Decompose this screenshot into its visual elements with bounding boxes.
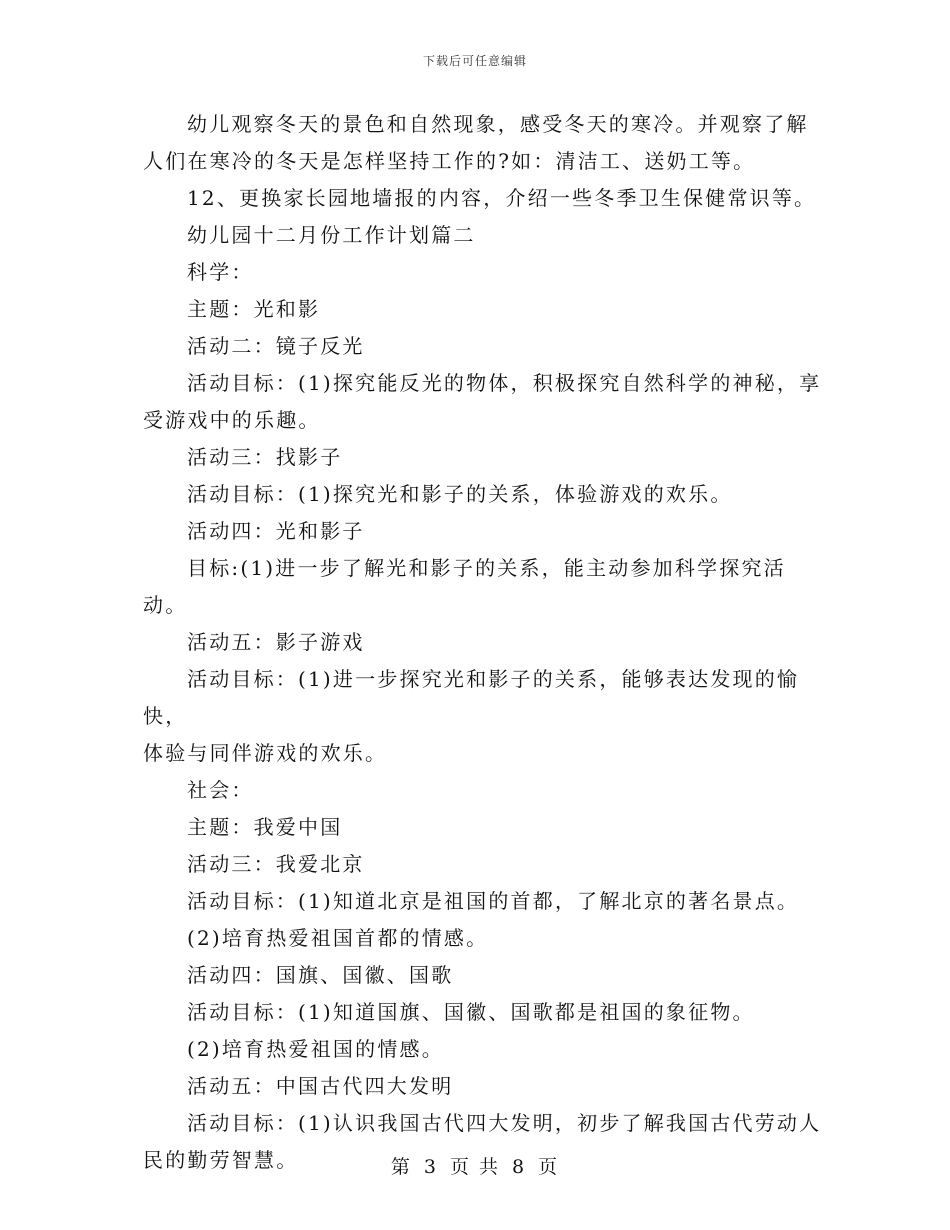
paragraph (143, 661, 823, 772)
text-line: 社会： (187, 778, 254, 802)
paragraph (143, 624, 823, 661)
text-line: 活动五：影子游戏 (187, 630, 365, 654)
paragraph (143, 920, 823, 957)
page-number-footer (0, 1152, 950, 1179)
text-line: 体验与同伴游戏的欢乐。 (143, 741, 388, 765)
paragraph (143, 328, 823, 365)
paragraph (143, 846, 823, 883)
paragraph (143, 180, 823, 217)
paragraph (143, 106, 823, 180)
total-pages-number: 8 (512, 1156, 527, 1178)
text-line: 民的勤劳智慧。 (143, 1148, 299, 1172)
paragraph (143, 883, 823, 920)
paragraph (143, 994, 823, 1031)
text-line: 活动目标：(1)知道北京是祖国的首都，了解北京的著名景点。 (187, 889, 800, 913)
text-line: 活动目标：(1)进一步探究光和影子的关系，能够表达发现的愉快， (143, 667, 800, 728)
paragraph (143, 365, 823, 439)
section-title (143, 217, 823, 254)
text-line: 活动四：光和影子 (187, 519, 365, 543)
text-line: 人们在寒冷的冬天是怎样坚持工作的?如：清洁工、送奶工等。 (143, 149, 756, 173)
text-line: 活动目标：(1)认识我国古代四大发明，初步了解我国古代劳动人 (187, 1111, 822, 1135)
paragraph (143, 439, 823, 476)
page-header-note: 下载后可任意编辑 (422, 54, 527, 68)
text-line: 主题：我爱中国 (187, 815, 343, 839)
paragraph (143, 550, 823, 624)
text-line: 活动四：国旗、国徽、国歌 (187, 963, 454, 987)
text-line: 主题：光和影 (187, 297, 321, 321)
page-prefix: 第 (390, 1156, 412, 1178)
text-line: 活动二：镜子反光 (187, 334, 365, 358)
text-line: 活动目标：(1)知道国旗、国徽、国歌都是祖国的象征物。 (187, 1000, 755, 1024)
paragraph (143, 476, 823, 513)
page-suffix: 页 (538, 1156, 560, 1178)
page-mid-text: 页 共 (449, 1156, 501, 1178)
text-line: 幼儿园十二月份工作计划篇二 (187, 223, 476, 247)
text-line: 活动目标：(1)探究能反光的物体，积极探究自然科学的神秘，享 (187, 371, 822, 395)
text-line: 目标:(1)进一步了解光和影子的关系，能主动参加科学探究活动。 (143, 556, 786, 617)
paragraph (143, 1031, 823, 1068)
text-line: (2)培育热爱祖国的情感。 (187, 1037, 444, 1061)
text-line: 受游戏中的乐趣。 (143, 408, 321, 432)
text-line: 12、更换家长园地墙报的内容，介绍一些冬季卫生保健常识等。 (187, 186, 817, 210)
paragraph (143, 772, 823, 809)
paragraph (143, 291, 823, 328)
text-line: 活动三：找影子 (187, 445, 343, 469)
paragraph (143, 957, 823, 994)
paragraph (143, 513, 823, 550)
current-page-number: 3 (423, 1156, 438, 1178)
text-line: (2)培育热爱祖国首都的情感。 (187, 926, 489, 950)
text-line: 科学： (187, 260, 254, 284)
text-line: 活动目标：(1)探究光和影子的关系，体验游戏的欢乐。 (187, 482, 733, 506)
paragraph (143, 254, 823, 291)
text-line: 活动五：中国古代四大发明 (187, 1074, 454, 1098)
document-body (143, 106, 823, 1179)
text-line: 活动三：我爱北京 (187, 852, 365, 876)
paragraph (143, 809, 823, 846)
paragraph (143, 1068, 823, 1105)
text-line: 幼儿观察冬天的景色和自然现象，感受冬天的寒冷。并观察了解 (187, 112, 809, 136)
